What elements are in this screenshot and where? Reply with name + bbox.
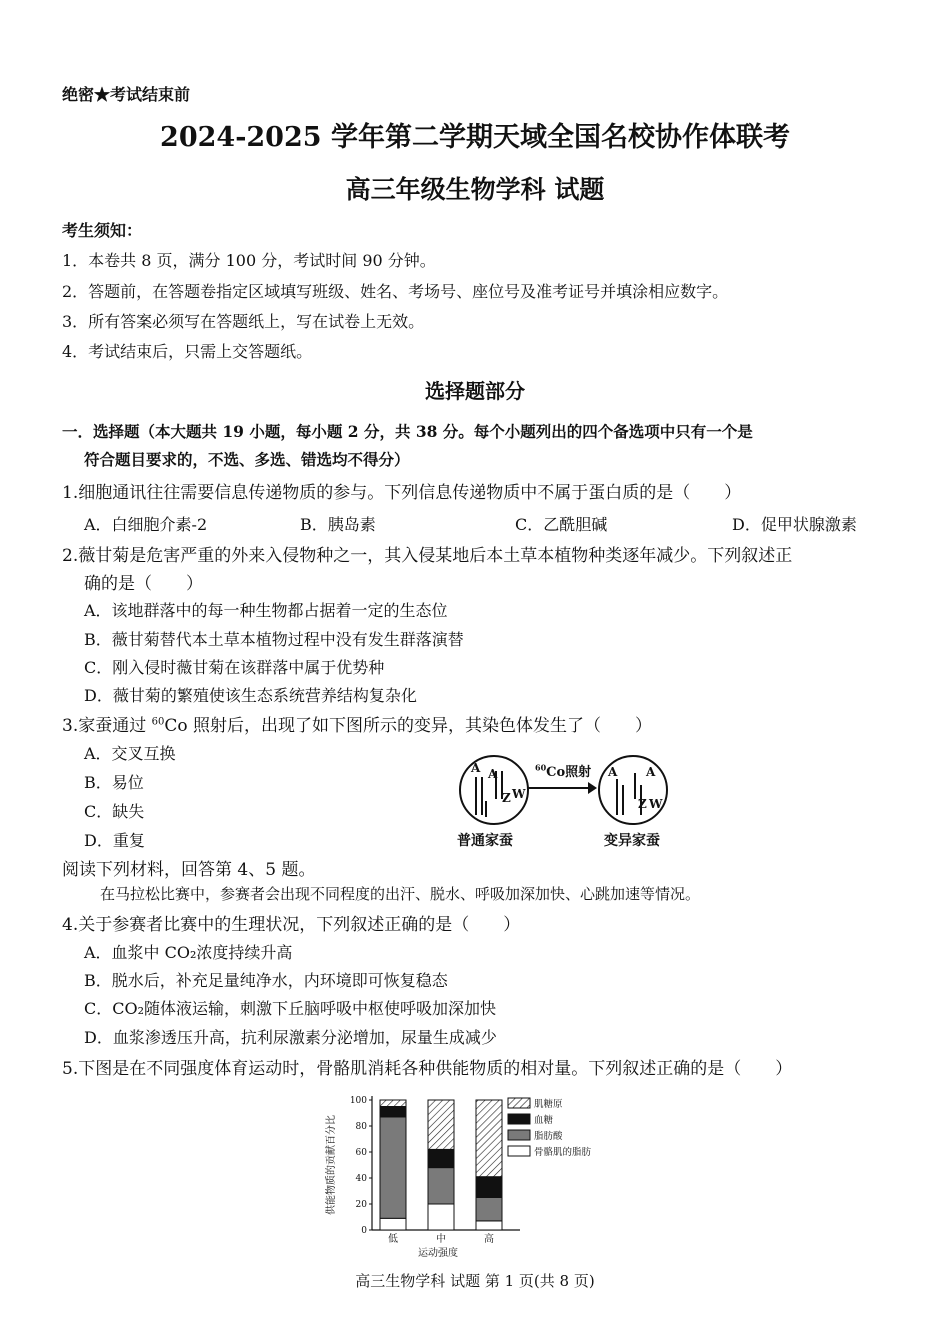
y-tick-label: 20 bbox=[355, 1200, 367, 1210]
q2-stem: 2.薇甘菊是危害严重的外来入侵物种之一，其入侵某地后本土草本植物种类逐年减少。下列叙述正 bbox=[62, 546, 793, 566]
arrow-head-icon bbox=[588, 782, 597, 794]
bar-segment bbox=[380, 1107, 406, 1117]
q4-option-c: C．CO₂随体液运输，刺激下丘脑呼吸中枢使呼吸加深加快 bbox=[84, 999, 497, 1018]
mutant-silkworm-caption: 变异家蚕 bbox=[604, 833, 660, 849]
q2-option-b: B．薇甘菊替代本土草本植物过程中没有发生群落演替 bbox=[84, 630, 464, 649]
notice-item-3: 3．所有答案必须写在答题纸上，写在试卷上无效。 bbox=[62, 312, 425, 331]
bar-segment bbox=[476, 1177, 502, 1198]
legend-label: 血糖 bbox=[534, 1115, 554, 1126]
part1-instruction-cont: 符合题目要求的，不选、多选、错选均不得分） bbox=[84, 450, 410, 469]
exam-subtitle: 高三年级生物学科 试题 bbox=[345, 175, 605, 204]
q3-option-d: D．重复 bbox=[84, 831, 145, 850]
q2-option-c: C．刚入侵时薇甘菊在该群落中属于优势种 bbox=[84, 658, 385, 677]
notice-item-1: 1．本卷共 8 页，满分 100 分，考试时间 90 分钟。 bbox=[62, 251, 436, 270]
q2-option-a: A．该地群落中的每一种生物都占据着一定的生态位 bbox=[84, 601, 448, 620]
bar-segment bbox=[428, 1168, 454, 1204]
q1-stem: 1.细胞通讯往往需要信息传递物质的参与。下列信息传递物质中不属于蛋白质的是（ ） bbox=[62, 483, 742, 503]
q3-stem: 3.家蚕通过 $^{60}$Co 照射后，出现了如下图所示的变异，其染色体发生了（ ） bbox=[62, 716, 653, 736]
legend-label: 肌糖原 bbox=[534, 1099, 563, 1110]
y-tick-label: 80 bbox=[355, 1122, 367, 1132]
y-tick-label: 0 bbox=[361, 1226, 367, 1236]
legend-swatch bbox=[508, 1114, 530, 1124]
q4-option-b: B．脱水后，补充足量纯净水，内环境即可恢复稳态 bbox=[84, 971, 448, 990]
q4-option-a: A．血浆中 CO₂浓度持续升高 bbox=[84, 943, 293, 962]
q4-stem: 4.关于参赛者比赛中的生理状况，下列叙述正确的是（ ） bbox=[62, 915, 521, 935]
legend-swatch bbox=[508, 1098, 530, 1108]
q5-stem: 5.下图是在不同强度体育运动时，骨骼肌消耗各种供能物质的相对量。下列叙述正确的是（ ） bbox=[62, 1059, 793, 1079]
bar-segment bbox=[476, 1100, 502, 1177]
q2-option-d: D．薇甘菊的繁殖使该生态系统营养结构复杂化 bbox=[84, 686, 417, 705]
category-label: 中 bbox=[436, 1234, 446, 1245]
normal-silkworm-caption: 普通家蚕 bbox=[457, 833, 513, 849]
q1-option-a: A．白细胞介素-2 bbox=[84, 515, 208, 534]
secret-label: 绝密★考试结束前 bbox=[62, 85, 191, 104]
legend-label: 脂肪酸 bbox=[534, 1131, 563, 1142]
bar-segment bbox=[428, 1100, 454, 1149]
y-axis-label: 供能物质的贡献百分比 bbox=[326, 1115, 337, 1215]
notice-heading: 考生须知： bbox=[62, 221, 143, 240]
bar-segment bbox=[428, 1204, 454, 1230]
y-tick-label: 60 bbox=[355, 1148, 367, 1158]
y-tick-label: 100 bbox=[349, 1096, 367, 1106]
legend-label: 骨骼肌的脂肪 bbox=[534, 1147, 592, 1158]
notice-item-2: 2．答题前，在答题卷指定区域填写班级、姓名、考场号、座位号及准考证号并填涂相应数字。 bbox=[62, 282, 729, 301]
category-label: 低 bbox=[388, 1234, 398, 1245]
bar-segment bbox=[380, 1100, 406, 1107]
q2-stem-cont: 确的是（ ） bbox=[84, 574, 203, 594]
bar-segment bbox=[380, 1218, 406, 1230]
q4-option-d: D．血浆渗透压升高，抗利尿激素分泌增加，尿量生成减少 bbox=[84, 1028, 497, 1047]
bar-segment bbox=[476, 1198, 502, 1221]
legend-swatch bbox=[508, 1146, 530, 1156]
q1-option-d: D．促甲状腺激素 bbox=[732, 515, 857, 534]
section-title: 选择题部分 bbox=[425, 379, 525, 403]
category-label: 高 bbox=[484, 1234, 494, 1245]
legend-swatch bbox=[508, 1130, 530, 1140]
q3-option-c: C．缺失 bbox=[84, 802, 145, 821]
notice-item-4: 4．考试结束后，只需上交答题纸。 bbox=[62, 342, 313, 361]
exam-title: 2024-2025 学年第二学期天域全国名校协作体联考 bbox=[160, 122, 790, 153]
page-footer: 高三生物学科 试题 第 1 页(共 8 页) bbox=[355, 1272, 595, 1290]
part1-instruction: 一．选择题（本大题共 19 小题，每小题 2 分，共 38 分。每个小题列出的四个备选项中只有一个是 bbox=[62, 422, 753, 441]
mutant-cell-circle: A A Z W bbox=[598, 755, 668, 825]
y-tick-label: 40 bbox=[355, 1174, 367, 1184]
x-axis-label: 运动强度 bbox=[418, 1248, 458, 1258]
reading-material: 在马拉松比赛中，参赛者会出现不同程度的出汗、脱水、呼吸加深加快、心跳加速等情况。 bbox=[100, 885, 701, 903]
energy-source-chart bbox=[320, 1088, 620, 1258]
normal-cell-circle: A A Z W bbox=[459, 755, 529, 825]
irradiation-label: $^{60}$Co照射 bbox=[535, 762, 592, 780]
bar-segment bbox=[428, 1149, 454, 1167]
irradiation-arrow bbox=[527, 787, 593, 789]
reading-intro: 阅读下列材料，回答第 4、5 题。 bbox=[62, 860, 316, 880]
q1-option-c: C．乙酰胆碱 bbox=[515, 515, 608, 534]
bar-segment bbox=[380, 1117, 406, 1218]
q3-option-b: B．易位 bbox=[84, 773, 144, 792]
q3-option-a: A．交叉互换 bbox=[84, 744, 176, 763]
q1-option-b: B．胰岛素 bbox=[300, 515, 376, 534]
bar-segment bbox=[476, 1221, 502, 1230]
